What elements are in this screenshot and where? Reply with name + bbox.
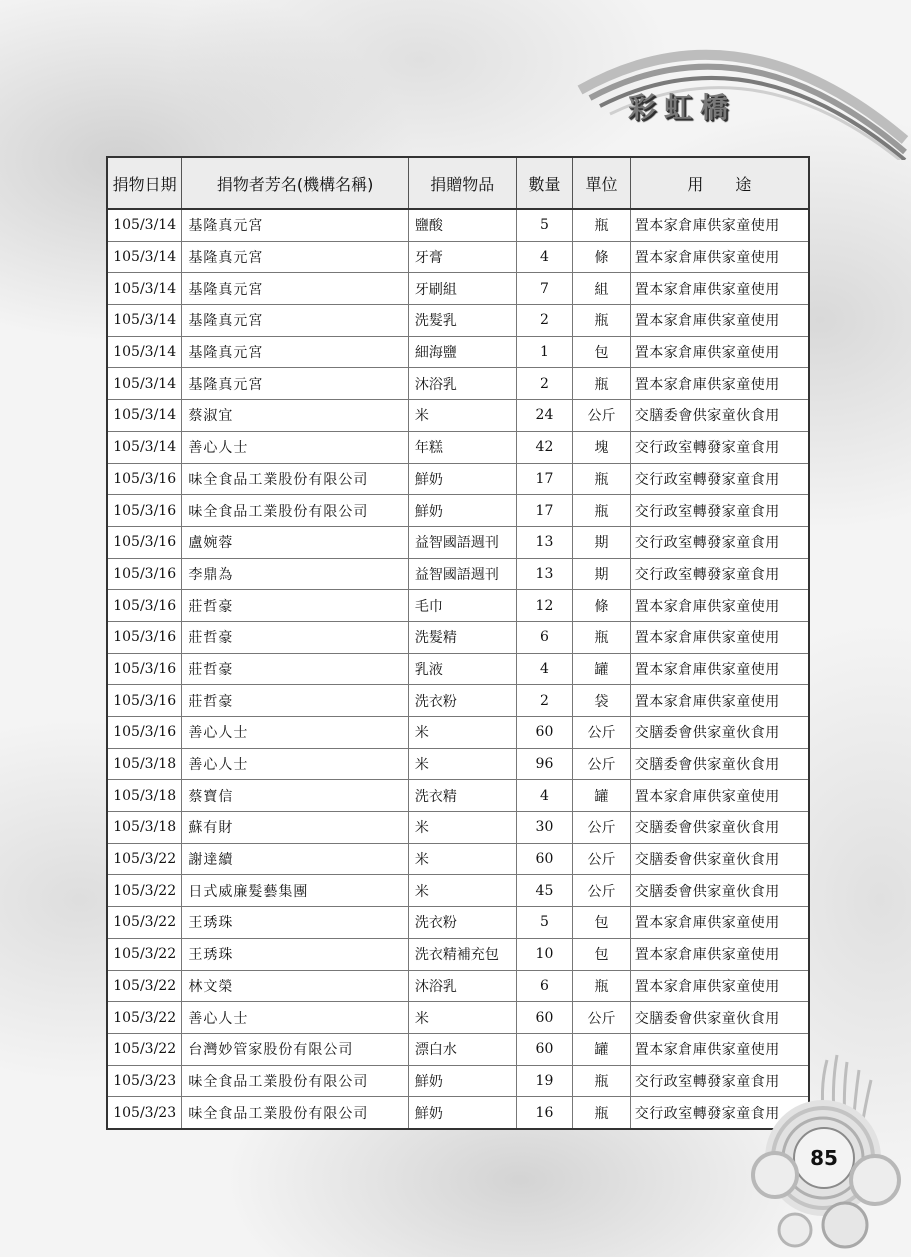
unit-cell: 條 — [573, 241, 631, 273]
unit-cell: 瓶 — [573, 305, 631, 337]
purpose-cell: 交行政室轉發家童食用 — [630, 1065, 809, 1097]
table-header-row — [107, 157, 809, 209]
purpose-cell: 交膳委會供家童伙食用 — [630, 717, 809, 749]
purpose-cell: 交行政室轉發家童食用 — [630, 558, 809, 590]
item-cell: 鮮奶 — [408, 463, 516, 495]
quantity-cell: 4 — [516, 653, 572, 685]
item-cell: 米 — [408, 400, 516, 432]
donor-cell: 味全食品工業股份有限公司 — [182, 1065, 409, 1097]
item-cell: 沐浴乳 — [408, 368, 516, 400]
item-cell: 毛巾 — [408, 590, 516, 622]
item-cell: 米 — [408, 1002, 516, 1034]
quantity-cell: 19 — [516, 1065, 572, 1097]
quantity-cell: 5 — [516, 209, 572, 241]
donor-cell: 味全食品工業股份有限公司 — [182, 463, 409, 495]
date-cell: 105/3/22 — [107, 1033, 182, 1065]
purpose-cell: 置本家倉庫供家童使用 — [630, 336, 809, 368]
unit-cell: 公斤 — [573, 748, 631, 780]
quantity-cell: 60 — [516, 843, 572, 875]
unit-cell: 罐 — [573, 780, 631, 812]
donation-table — [106, 156, 810, 1130]
unit-cell: 公斤 — [573, 875, 631, 907]
quantity-cell: 13 — [516, 558, 572, 590]
quantity-cell: 5 — [516, 907, 572, 939]
item-cell: 漂白水 — [408, 1033, 516, 1065]
donor-cell: 莊哲豪 — [182, 590, 409, 622]
table-body — [107, 209, 809, 1129]
purpose-cell: 置本家倉庫供家童使用 — [630, 273, 809, 305]
unit-cell: 包 — [573, 907, 631, 939]
purpose-cell: 交膳委會供家童伙食用 — [630, 400, 809, 432]
date-cell: 105/3/18 — [107, 748, 182, 780]
item-cell: 益智國語週刊 — [408, 526, 516, 558]
purpose-cell: 置本家倉庫供家童使用 — [630, 590, 809, 622]
date-cell: 105/3/16 — [107, 558, 182, 590]
quantity-cell: 96 — [516, 748, 572, 780]
quantity-cell: 7 — [516, 273, 572, 305]
item-cell: 米 — [408, 843, 516, 875]
donor-cell: 莊哲豪 — [182, 653, 409, 685]
date-cell: 105/3/16 — [107, 653, 182, 685]
donor-cell: 基隆真元宮 — [182, 273, 409, 305]
donor-cell: 善心人士 — [182, 748, 409, 780]
quantity-cell: 17 — [516, 495, 572, 527]
quantity-cell: 42 — [516, 431, 572, 463]
donor-cell: 基隆真元宮 — [182, 209, 409, 241]
date-cell: 105/3/22 — [107, 970, 182, 1002]
item-cell: 米 — [408, 748, 516, 780]
table-row — [107, 400, 809, 432]
date-cell: 105/3/22 — [107, 875, 182, 907]
donor-cell: 李鼎為 — [182, 558, 409, 590]
donor-cell: 蔡寶信 — [182, 780, 409, 812]
col-purpose-header: 用 途 — [630, 157, 809, 209]
item-cell: 洗衣精補充包 — [408, 938, 516, 970]
unit-cell: 期 — [573, 526, 631, 558]
date-cell: 105/3/14 — [107, 305, 182, 337]
unit-cell: 包 — [573, 938, 631, 970]
purpose-cell: 交膳委會供家童伙食用 — [630, 1002, 809, 1034]
header-title: 彩虹橋 — [628, 91, 737, 124]
purpose-cell: 交膳委會供家童伙食用 — [630, 843, 809, 875]
purpose-cell: 交膳委會供家童伙食用 — [630, 748, 809, 780]
page-number: 85 — [810, 1146, 838, 1170]
table-row — [107, 1097, 809, 1129]
table-row — [107, 875, 809, 907]
unit-cell: 條 — [573, 590, 631, 622]
date-cell: 105/3/14 — [107, 209, 182, 241]
date-cell: 105/3/14 — [107, 241, 182, 273]
table-row — [107, 558, 809, 590]
item-cell: 沐浴乳 — [408, 970, 516, 1002]
unit-cell: 公斤 — [573, 812, 631, 844]
table-row — [107, 812, 809, 844]
quantity-cell: 60 — [516, 1033, 572, 1065]
donor-cell: 盧婉蓉 — [182, 526, 409, 558]
date-cell: 105/3/22 — [107, 938, 182, 970]
donor-cell: 味全食品工業股份有限公司 — [182, 1097, 409, 1129]
table-row — [107, 1002, 809, 1034]
table-row — [107, 209, 809, 241]
table-row — [107, 431, 809, 463]
date-cell: 105/3/22 — [107, 843, 182, 875]
table-row — [107, 1065, 809, 1097]
purpose-cell: 置本家倉庫供家童使用 — [630, 780, 809, 812]
date-cell: 105/3/14 — [107, 400, 182, 432]
table-row — [107, 495, 809, 527]
date-cell: 105/3/16 — [107, 621, 182, 653]
date-cell: 105/3/18 — [107, 780, 182, 812]
col-donor-header: 捐物者芳名(機構名稱) — [182, 157, 409, 209]
table-row — [107, 526, 809, 558]
unit-cell: 公斤 — [573, 1002, 631, 1034]
item-cell: 洗衣精 — [408, 780, 516, 812]
date-cell: 105/3/22 — [107, 1002, 182, 1034]
unit-cell: 瓶 — [573, 495, 631, 527]
quantity-cell: 2 — [516, 685, 572, 717]
date-cell: 105/3/14 — [107, 336, 182, 368]
date-cell: 105/3/16 — [107, 526, 182, 558]
unit-cell: 瓶 — [573, 209, 631, 241]
donor-cell: 莊哲豪 — [182, 685, 409, 717]
date-cell: 105/3/22 — [107, 907, 182, 939]
quantity-cell: 17 — [516, 463, 572, 495]
unit-cell: 組 — [573, 273, 631, 305]
unit-cell: 瓶 — [573, 1097, 631, 1129]
donor-cell: 謝達續 — [182, 843, 409, 875]
unit-cell: 袋 — [573, 685, 631, 717]
table-row — [107, 685, 809, 717]
purpose-cell: 置本家倉庫供家童使用 — [630, 209, 809, 241]
unit-cell: 罐 — [573, 1033, 631, 1065]
item-cell: 細海鹽 — [408, 336, 516, 368]
purpose-cell: 交膳委會供家童伙食用 — [630, 875, 809, 907]
donor-cell: 基隆真元宮 — [182, 368, 409, 400]
item-cell: 米 — [408, 717, 516, 749]
date-cell: 105/3/14 — [107, 431, 182, 463]
purpose-cell: 置本家倉庫供家童使用 — [630, 938, 809, 970]
col-item-header: 捐贈物品 — [408, 157, 516, 209]
quantity-cell: 60 — [516, 717, 572, 749]
donor-cell: 味全食品工業股份有限公司 — [182, 495, 409, 527]
table-row — [107, 305, 809, 337]
table-row — [107, 970, 809, 1002]
quantity-cell: 24 — [516, 400, 572, 432]
purpose-cell: 交行政室轉發家童食用 — [630, 526, 809, 558]
col-quantity-header: 數量 — [516, 157, 572, 209]
item-cell: 乳液 — [408, 653, 516, 685]
unit-cell: 公斤 — [573, 400, 631, 432]
date-cell: 105/3/23 — [107, 1065, 182, 1097]
purpose-cell: 置本家倉庫供家童使用 — [630, 621, 809, 653]
date-cell: 105/3/14 — [107, 368, 182, 400]
col-date-header: 捐物日期 — [107, 157, 182, 209]
table-row — [107, 717, 809, 749]
date-cell: 105/3/16 — [107, 495, 182, 527]
unit-cell: 瓶 — [573, 621, 631, 653]
table-row — [107, 1033, 809, 1065]
purpose-cell: 置本家倉庫供家童使用 — [630, 970, 809, 1002]
purpose-cell: 置本家倉庫供家童使用 — [630, 368, 809, 400]
purpose-cell: 置本家倉庫供家童使用 — [630, 1033, 809, 1065]
purpose-cell: 置本家倉庫供家童使用 — [630, 653, 809, 685]
table-row — [107, 843, 809, 875]
unit-cell: 罐 — [573, 653, 631, 685]
date-cell: 105/3/16 — [107, 463, 182, 495]
table-row — [107, 241, 809, 273]
table-row — [107, 780, 809, 812]
table-row — [107, 653, 809, 685]
quantity-cell: 2 — [516, 368, 572, 400]
date-cell: 105/3/14 — [107, 273, 182, 305]
quantity-cell: 6 — [516, 621, 572, 653]
purpose-cell: 置本家倉庫供家童使用 — [630, 685, 809, 717]
item-cell: 牙刷組 — [408, 273, 516, 305]
quantity-cell: 6 — [516, 970, 572, 1002]
donor-cell: 善心人士 — [182, 717, 409, 749]
quantity-cell: 45 — [516, 875, 572, 907]
quantity-cell: 4 — [516, 241, 572, 273]
unit-cell: 期 — [573, 558, 631, 590]
table-row — [107, 273, 809, 305]
unit-cell: 公斤 — [573, 717, 631, 749]
item-cell: 年糕 — [408, 431, 516, 463]
quantity-cell: 12 — [516, 590, 572, 622]
item-cell: 鮮奶 — [408, 1097, 516, 1129]
donor-cell: 善心人士 — [182, 431, 409, 463]
item-cell: 鹽酸 — [408, 209, 516, 241]
unit-cell: 瓶 — [573, 368, 631, 400]
donor-cell: 莊哲豪 — [182, 621, 409, 653]
unit-cell: 瓶 — [573, 970, 631, 1002]
date-cell: 105/3/16 — [107, 685, 182, 717]
quantity-cell: 16 — [516, 1097, 572, 1129]
donor-cell: 台灣妙管家股份有限公司 — [182, 1033, 409, 1065]
table-row — [107, 463, 809, 495]
unit-cell: 塊 — [573, 431, 631, 463]
table-row — [107, 748, 809, 780]
col-unit-header: 單位 — [573, 157, 631, 209]
purpose-cell: 置本家倉庫供家童使用 — [630, 305, 809, 337]
date-cell: 105/3/23 — [107, 1097, 182, 1129]
table-row — [107, 336, 809, 368]
unit-cell: 瓶 — [573, 1065, 631, 1097]
item-cell: 米 — [408, 812, 516, 844]
purpose-cell: 置本家倉庫供家童使用 — [630, 241, 809, 273]
table-row — [107, 368, 809, 400]
item-cell: 鮮奶 — [408, 495, 516, 527]
purpose-cell: 置本家倉庫供家童使用 — [630, 907, 809, 939]
unit-cell: 公斤 — [573, 843, 631, 875]
donor-cell: 蘇有財 — [182, 812, 409, 844]
quantity-cell: 10 — [516, 938, 572, 970]
item-cell: 米 — [408, 875, 516, 907]
donor-cell: 蔡淑宜 — [182, 400, 409, 432]
donor-cell: 基隆真元宮 — [182, 241, 409, 273]
date-cell: 105/3/18 — [107, 812, 182, 844]
donor-cell: 基隆真元宮 — [182, 305, 409, 337]
item-cell: 益智國語週刊 — [408, 558, 516, 590]
item-cell: 牙膏 — [408, 241, 516, 273]
purpose-cell: 交行政室轉發家童食用 — [630, 431, 809, 463]
donor-cell: 基隆真元宮 — [182, 336, 409, 368]
purpose-cell: 交行政室轉發家童食用 — [630, 463, 809, 495]
quantity-cell: 13 — [516, 526, 572, 558]
purpose-cell: 交行政室轉發家童食用 — [630, 1097, 809, 1129]
quantity-cell: 1 — [516, 336, 572, 368]
donor-cell: 日式威廉髮藝集團 — [182, 875, 409, 907]
item-cell: 洗髮乳 — [408, 305, 516, 337]
purpose-cell: 交膳委會供家童伙食用 — [630, 812, 809, 844]
quantity-cell: 4 — [516, 780, 572, 812]
quantity-cell: 30 — [516, 812, 572, 844]
donor-cell: 善心人士 — [182, 1002, 409, 1034]
donor-cell: 林文榮 — [182, 970, 409, 1002]
item-cell: 洗衣粉 — [408, 907, 516, 939]
donor-cell: 王琇珠 — [182, 938, 409, 970]
purpose-cell: 交行政室轉發家童食用 — [630, 495, 809, 527]
item-cell: 洗髮精 — [408, 621, 516, 653]
table-row — [107, 907, 809, 939]
unit-cell: 包 — [573, 336, 631, 368]
donor-cell: 王琇珠 — [182, 907, 409, 939]
date-cell: 105/3/16 — [107, 717, 182, 749]
table-row — [107, 938, 809, 970]
unit-cell: 瓶 — [573, 463, 631, 495]
quantity-cell: 2 — [516, 305, 572, 337]
item-cell: 洗衣粉 — [408, 685, 516, 717]
date-cell: 105/3/16 — [107, 590, 182, 622]
table-row — [107, 590, 809, 622]
quantity-cell: 60 — [516, 1002, 572, 1034]
table-row — [107, 621, 809, 653]
item-cell: 鮮奶 — [408, 1065, 516, 1097]
